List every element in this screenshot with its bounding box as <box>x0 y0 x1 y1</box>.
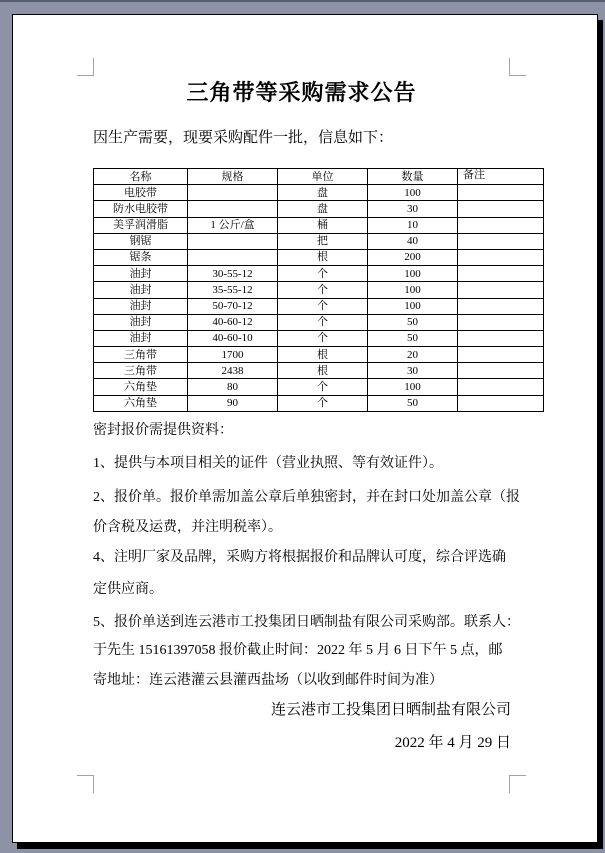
table-header-row <box>94 169 544 185</box>
signature-date: 2022 年 4 月 29 日 <box>394 735 511 751</box>
table-cell: 1700 <box>188 347 278 363</box>
table-cell: 40-60-10 <box>188 330 278 346</box>
table-cell <box>458 347 544 363</box>
table-row <box>94 395 544 411</box>
table-cell: 六角垫 <box>94 379 188 395</box>
table-cell: 个 <box>278 266 368 282</box>
table-cell <box>458 249 544 265</box>
table-cell: 油封 <box>94 282 188 298</box>
table-cell: 油封 <box>94 330 188 346</box>
table-cell <box>458 314 544 330</box>
column-header-remark: 备注 <box>458 169 544 185</box>
table-cell: 90 <box>188 395 278 411</box>
window-top-border <box>0 0 605 2</box>
table-cell: 个 <box>278 379 368 395</box>
table-cell <box>458 363 544 379</box>
column-header-qty: 数量 <box>368 169 458 185</box>
table-cell: 个 <box>278 395 368 411</box>
table-cell: 100 <box>368 379 458 395</box>
table-cell: 100 <box>368 282 458 298</box>
table-row <box>94 363 544 379</box>
table-cell <box>188 201 278 217</box>
table-cell: 盘 <box>278 201 368 217</box>
table-cell: 40 <box>368 233 458 249</box>
margin-crop-mark-bottom-left <box>77 775 94 793</box>
note-line-5c: 寄地址：连云港灌云县灌西盐场（以收到邮件时间为准） <box>93 673 443 688</box>
table-cell: 2438 <box>188 363 278 379</box>
table-cell: 个 <box>278 314 368 330</box>
note-line-4b: 定供应商。 <box>93 582 163 597</box>
table-cell: 三角带 <box>94 363 188 379</box>
table-cell: 40-60-12 <box>188 314 278 330</box>
column-header-spec: 规格 <box>188 169 278 185</box>
table-cell <box>458 217 544 233</box>
table-cell: 50 <box>368 314 458 330</box>
table-row <box>94 217 544 233</box>
table-cell: 35-55-12 <box>188 282 278 298</box>
table-cell <box>458 201 544 217</box>
table-cell: 50-70-12 <box>188 298 278 314</box>
table-cell: 1 公斤/盒 <box>188 217 278 233</box>
table-cell: 个 <box>278 330 368 346</box>
table-cell: 根 <box>278 249 368 265</box>
table-cell: 30 <box>368 363 458 379</box>
table-row <box>94 201 544 217</box>
table-row <box>94 266 544 282</box>
table-cell <box>458 395 544 411</box>
table-row <box>94 249 544 265</box>
note-line-2a: 2、报价单。报价单需加盖公章后单独密封，并在封口处加盖公章（报 <box>93 490 520 505</box>
table-cell <box>458 266 544 282</box>
table-cell: 锯条 <box>94 249 188 265</box>
table-cell: 个 <box>278 282 368 298</box>
table-cell: 100 <box>368 266 458 282</box>
document-page[interactable] <box>12 14 598 843</box>
table-row <box>94 233 544 249</box>
table-cell: 10 <box>368 217 458 233</box>
table-cell: 根 <box>278 347 368 363</box>
table-cell: 电胶带 <box>94 185 188 201</box>
table-row <box>94 298 544 314</box>
margin-crop-mark-top-right <box>509 58 526 76</box>
table-cell <box>188 185 278 201</box>
table-row <box>94 379 544 395</box>
table-cell: 50 <box>368 395 458 411</box>
table-cell <box>188 233 278 249</box>
table-cell: 30 <box>368 201 458 217</box>
table-cell <box>458 379 544 395</box>
table-cell: 20 <box>368 347 458 363</box>
table-cell: 100 <box>368 185 458 201</box>
table-cell <box>458 330 544 346</box>
table-cell: 根 <box>278 363 368 379</box>
table-cell <box>458 233 544 249</box>
table-cell <box>458 185 544 201</box>
table-row <box>94 330 544 346</box>
intro-text: 因生产需要，现要采购配件一批，信息如下： <box>93 130 394 146</box>
table-row <box>94 185 544 201</box>
note-line-5b: 于先生 15161397058 报价截止时间：2022 年 5 月 6 日下午 5 点，邮 <box>93 643 503 658</box>
table-row <box>94 347 544 363</box>
document-title: 三角带等采购需求公告 <box>186 80 417 105</box>
table-cell: 100 <box>368 298 458 314</box>
column-header-name: 名称 <box>94 169 188 185</box>
table-cell: 桶 <box>278 217 368 233</box>
table-cell: 200 <box>368 249 458 265</box>
column-header-unit: 单位 <box>278 169 368 185</box>
table-cell <box>458 282 544 298</box>
table-cell: 钢锯 <box>94 233 188 249</box>
table-cell: 50 <box>368 330 458 346</box>
table-cell: 油封 <box>94 266 188 282</box>
table-cell: 盘 <box>278 185 368 201</box>
table-row <box>94 314 544 330</box>
table-cell: 30-55-12 <box>188 266 278 282</box>
note-line-4a: 4、注明厂家及品牌，采购方将根据报价和品牌认可度，综合评选确 <box>93 550 506 565</box>
note-line-1: 1、提供与本项目相关的证件（营业执照、等有效证件）。 <box>93 456 443 471</box>
table-cell <box>458 298 544 314</box>
margin-crop-mark-bottom-right <box>509 775 526 793</box>
table-cell: 80 <box>188 379 278 395</box>
table-cell: 美孚润滑脂 <box>94 217 188 233</box>
notes-heading: 密封报价需提供资料： <box>93 423 233 438</box>
table-cell <box>188 249 278 265</box>
table-cell: 油封 <box>94 298 188 314</box>
note-line-2b: 价含税及运费，并注明税率）。 <box>93 520 282 535</box>
table-cell: 个 <box>278 298 368 314</box>
table-cell: 三角带 <box>94 347 188 363</box>
table-cell: 六角垫 <box>94 395 188 411</box>
note-line-5a: 5、报价单送到连云港市工投集团日晒制盐有限公司采购部。联系人： <box>93 615 520 630</box>
table-row <box>94 282 544 298</box>
table-cell: 把 <box>278 233 368 249</box>
signature-company: 连云港市工投集团日晒制盐有限公司 <box>270 702 511 718</box>
table-cell: 油封 <box>94 314 188 330</box>
table-cell: 防水电胶带 <box>94 201 188 217</box>
margin-crop-mark-top-left <box>77 58 94 76</box>
procurement-items-table <box>93 168 544 412</box>
